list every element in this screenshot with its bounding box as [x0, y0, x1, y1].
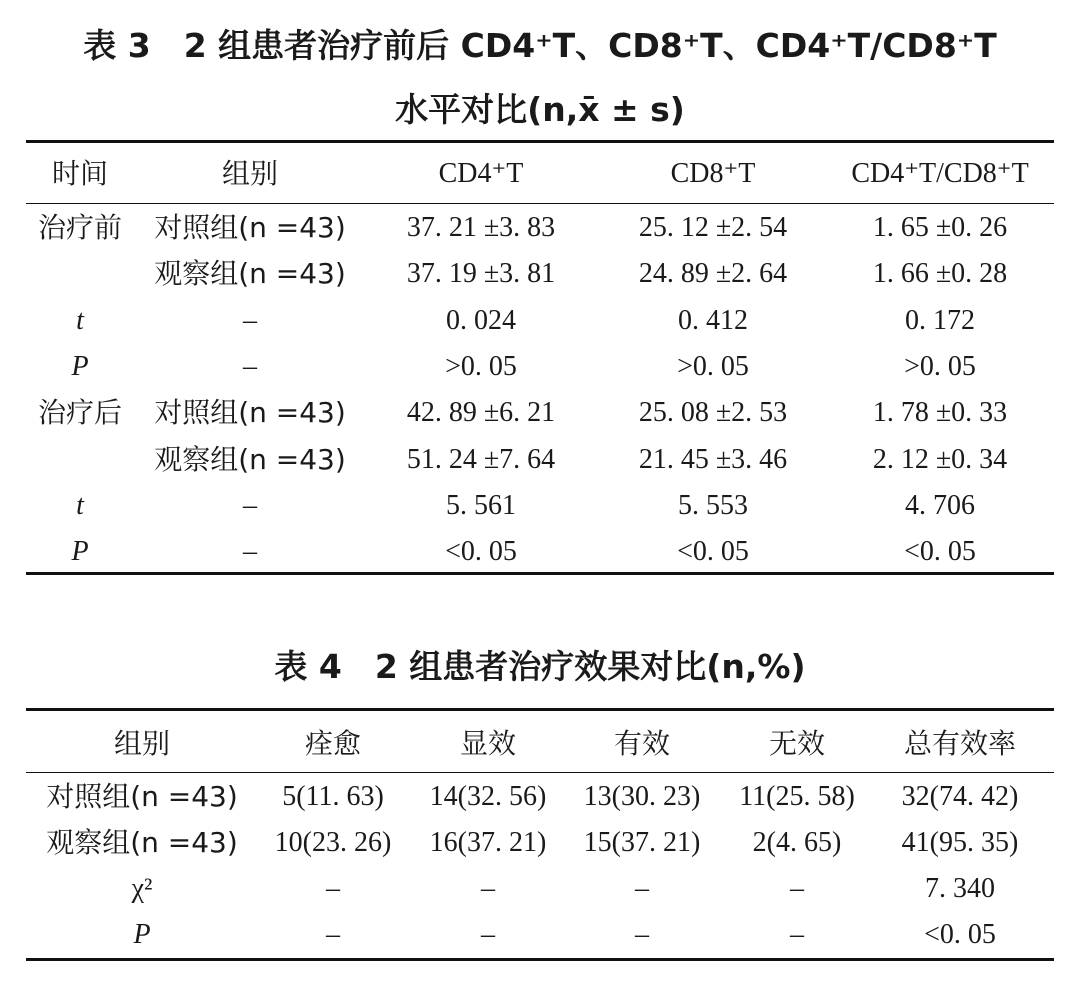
table3-cell-group: 对照组(n =43): [154, 396, 346, 429]
table4-cell-total-rate: 7. 340: [925, 873, 995, 904]
table4-header-invalid: 无效: [768, 727, 826, 760]
table4-header-effective: 有效: [613, 727, 671, 760]
table4-cell-dash: –: [635, 873, 649, 904]
table3-cell-ratio: 0. 172: [905, 305, 975, 336]
table4-top-rule: [26, 708, 1054, 711]
table4-cell-dash: –: [635, 919, 649, 950]
table3-cell-cd4: >0. 05: [445, 351, 517, 382]
table4-cell-total-rate: 32(74. 42): [901, 781, 1019, 812]
table4-header-group: 组别: [113, 727, 171, 760]
table3-header-group: 组别: [221, 157, 279, 190]
table4-cell-dash: –: [326, 919, 340, 950]
table4-cell-effective: 15(37. 21): [583, 827, 701, 858]
table3-bottom-rule: [26, 572, 1054, 575]
table3-top-rule: [26, 140, 1054, 143]
table3-header-cd8: CD8⁺T: [670, 158, 756, 189]
table3-cell-dash: –: [243, 305, 257, 336]
table3-cell-group: 观察组(n =43): [154, 443, 346, 476]
table3-title-line2: 水平对比(n,x̄ ± s): [395, 90, 685, 129]
table4-cell-dash: –: [481, 919, 495, 950]
table4-cell-invalid: 2(4. 65): [752, 827, 842, 858]
table4-header-cured: 痊愈: [304, 727, 362, 760]
table4-title: 表 4 2 组患者治疗效果对比(n,%): [274, 647, 806, 686]
table4-cell-total-rate: <0. 05: [924, 919, 996, 950]
table3-cell-ratio: 2. 12 ±0. 34: [872, 444, 1008, 475]
table4-cell-marked: 16(37. 21): [429, 827, 547, 858]
table3-cell-stat-label: t: [76, 305, 84, 336]
table4-cell-marked: 14(32. 56): [429, 781, 547, 812]
table3-cell-dash: –: [243, 490, 257, 521]
table3-cell-cd4: <0. 05: [445, 536, 517, 567]
table3-cell-ratio: <0. 05: [904, 536, 976, 567]
table3-cell-cd4: 37. 19 ±3. 81: [406, 258, 556, 289]
table3-cell-ratio: 1. 78 ±0. 33: [872, 397, 1008, 428]
table3-cell-cd4: 42. 89 ±6. 21: [406, 397, 556, 428]
table3-cell-group: 观察组(n =43): [154, 257, 346, 290]
table4-cell-effective: 13(30. 23): [583, 781, 701, 812]
table4-cell-cured: 5(11. 63): [282, 781, 384, 812]
table3-title-line1: 表 3 2 组患者治疗前后 CD4⁺T、CD8⁺T、CD4⁺T/CD8⁺T: [83, 26, 997, 65]
table4-cell-dash: –: [481, 873, 495, 904]
table3-cell-cd4: 0. 024: [446, 305, 516, 336]
table3-cell-dash: –: [243, 351, 257, 382]
table3-cell-cd4: 37. 21 ±3. 83: [406, 212, 556, 243]
table3-cell-stat-label: t: [76, 490, 84, 521]
table3-cell-cd8: <0. 05: [677, 536, 749, 567]
table4-cell-group: 观察组(n =43): [46, 826, 238, 859]
table3-cell-cd8: 0. 412: [678, 305, 748, 336]
table3-cell-cd4: 5. 561: [446, 490, 516, 521]
table3-header-rule: [26, 203, 1054, 204]
table4-cell-group: 对照组(n =43): [46, 780, 238, 813]
table3-cell-period: 治疗前: [37, 211, 123, 244]
table3-cell-group: 对照组(n =43): [154, 211, 346, 244]
table4-cell-dash: –: [790, 919, 804, 950]
table4-cell-cured: 10(23. 26): [274, 827, 392, 858]
table3-cell-stat-label: P: [71, 351, 89, 382]
table3-cell-cd8: >0. 05: [677, 351, 749, 382]
table4-cell-dash: –: [326, 873, 340, 904]
table3-cell-ratio: 4. 706: [905, 490, 975, 521]
table3-header-time: 时间: [51, 157, 109, 190]
table4-header-marked: 显效: [459, 727, 517, 760]
table4-cell-stat-label: P: [133, 919, 151, 950]
table3-cell-cd8: 25. 12 ±2. 54: [638, 212, 788, 243]
table4-cell-total-rate: 41(95. 35): [901, 827, 1019, 858]
table3-cell-dash: –: [243, 536, 257, 567]
table4-header-total-rate: 总有效率: [903, 727, 1017, 760]
table4-bottom-rule: [26, 958, 1054, 961]
table3-cell-period: 治疗后: [37, 396, 123, 429]
table4-cell-dash: –: [790, 873, 804, 904]
table4-cell-stat-label: χ²: [131, 873, 153, 904]
table3-header-cd4: CD4⁺T: [438, 158, 524, 189]
table3-cell-ratio: 1. 66 ±0. 28: [872, 258, 1008, 289]
table4-cell-invalid: 11(25. 58): [739, 781, 855, 812]
table3-cell-ratio: 1. 65 ±0. 26: [872, 212, 1008, 243]
table3-cell-cd8: 21. 45 ±3. 46: [638, 444, 788, 475]
table3-header-ratio: CD4⁺T/CD8⁺T: [851, 158, 1029, 189]
table3-cell-cd4: 51. 24 ±7. 64: [406, 444, 556, 475]
table3-cell-cd8: 24. 89 ±2. 64: [638, 258, 788, 289]
table3-cell-ratio: >0. 05: [904, 351, 976, 382]
table3-cell-cd8: 25. 08 ±2. 53: [638, 397, 788, 428]
table4-header-rule: [26, 772, 1054, 773]
table3-cell-stat-label: P: [71, 536, 89, 567]
table3-cell-cd8: 5. 553: [678, 490, 748, 521]
